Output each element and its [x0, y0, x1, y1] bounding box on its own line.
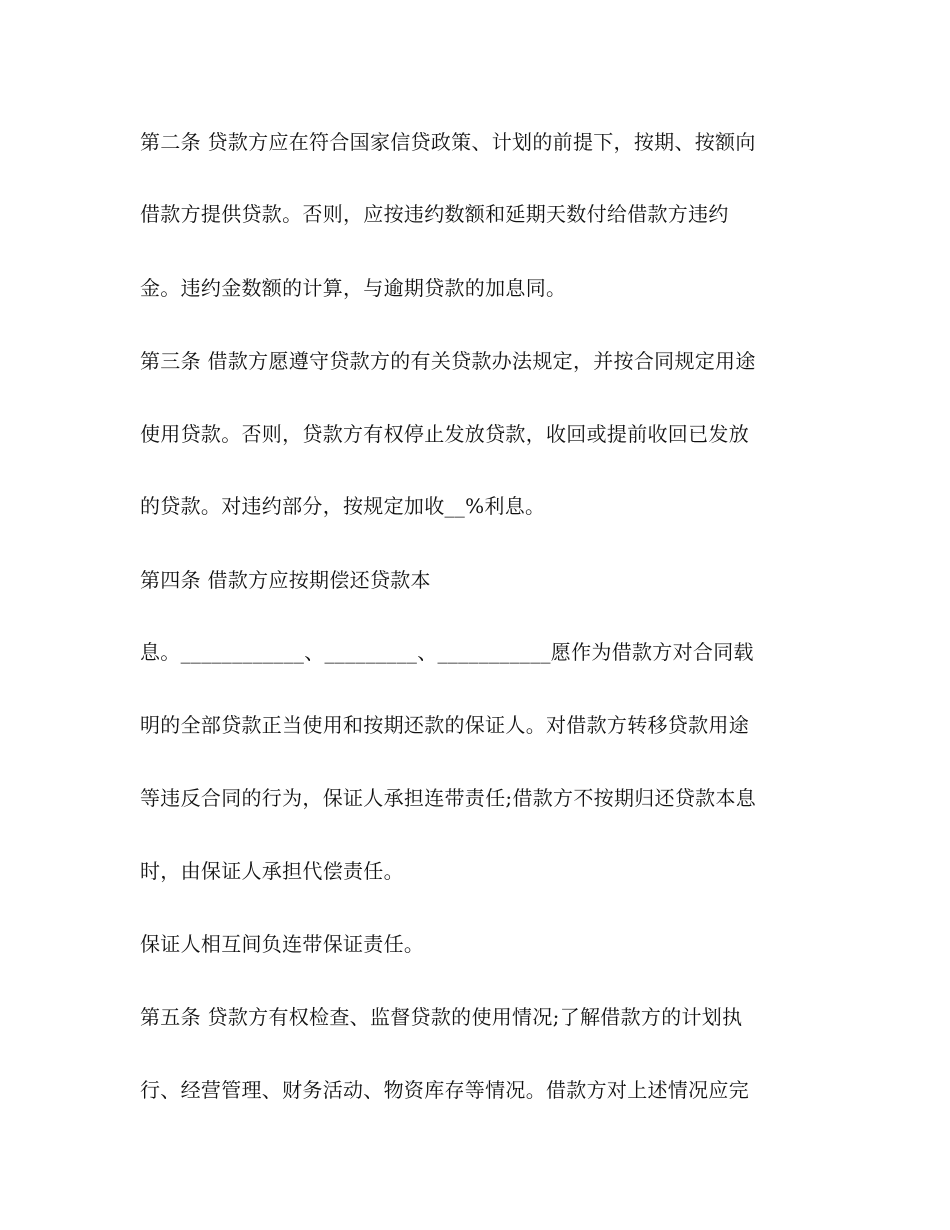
text-line: 第四条 借款方应按期偿还贷款本 — [140, 568, 431, 592]
text-line: 的贷款。对违约部分，按规定加收__%利息。 — [140, 494, 546, 518]
text-line: 等违反合同的行为，保证人承担连带责任;借款方不按期归还贷款本息 — [140, 786, 757, 810]
text-line: 息。____________、_________、___________愿作为借款方对合同载 — [140, 640, 754, 664]
text-line: 第五条 贷款方有权检查、监督贷款的使用情况;了解借款方的计划执 — [140, 1005, 743, 1029]
text-line: 明的全部贷款正当使用和按期还款的保证人。对借款方转移贷款用途 — [140, 713, 749, 737]
text-line: 行、经营管理、财务活动、物资库存等情况。借款方对上述情况应完 — [140, 1078, 749, 1102]
text-line: 使用贷款。否则，贷款方有权停止发放贷款，收回或提前收回已发放 — [140, 422, 749, 446]
text-line: 借款方提供贷款。否则，应按违约数额和延期天数付给借款方违约 — [140, 202, 729, 226]
text-line: 第二条 贷款方应在符合国家信贷政策、计划的前提下，按期、按额向 — [140, 130, 756, 154]
text-line: 时，由保证人承担代偿责任。 — [140, 859, 404, 883]
text-line: 金。违约金数额的计算，与逾期贷款的加息同。 — [140, 276, 567, 300]
text-line: 保证人相互间负连带保证责任。 — [140, 932, 425, 956]
text-line: 第三条 借款方愿遵守贷款方的有关贷款办法规定，并按合同规定用途 — [140, 349, 756, 373]
